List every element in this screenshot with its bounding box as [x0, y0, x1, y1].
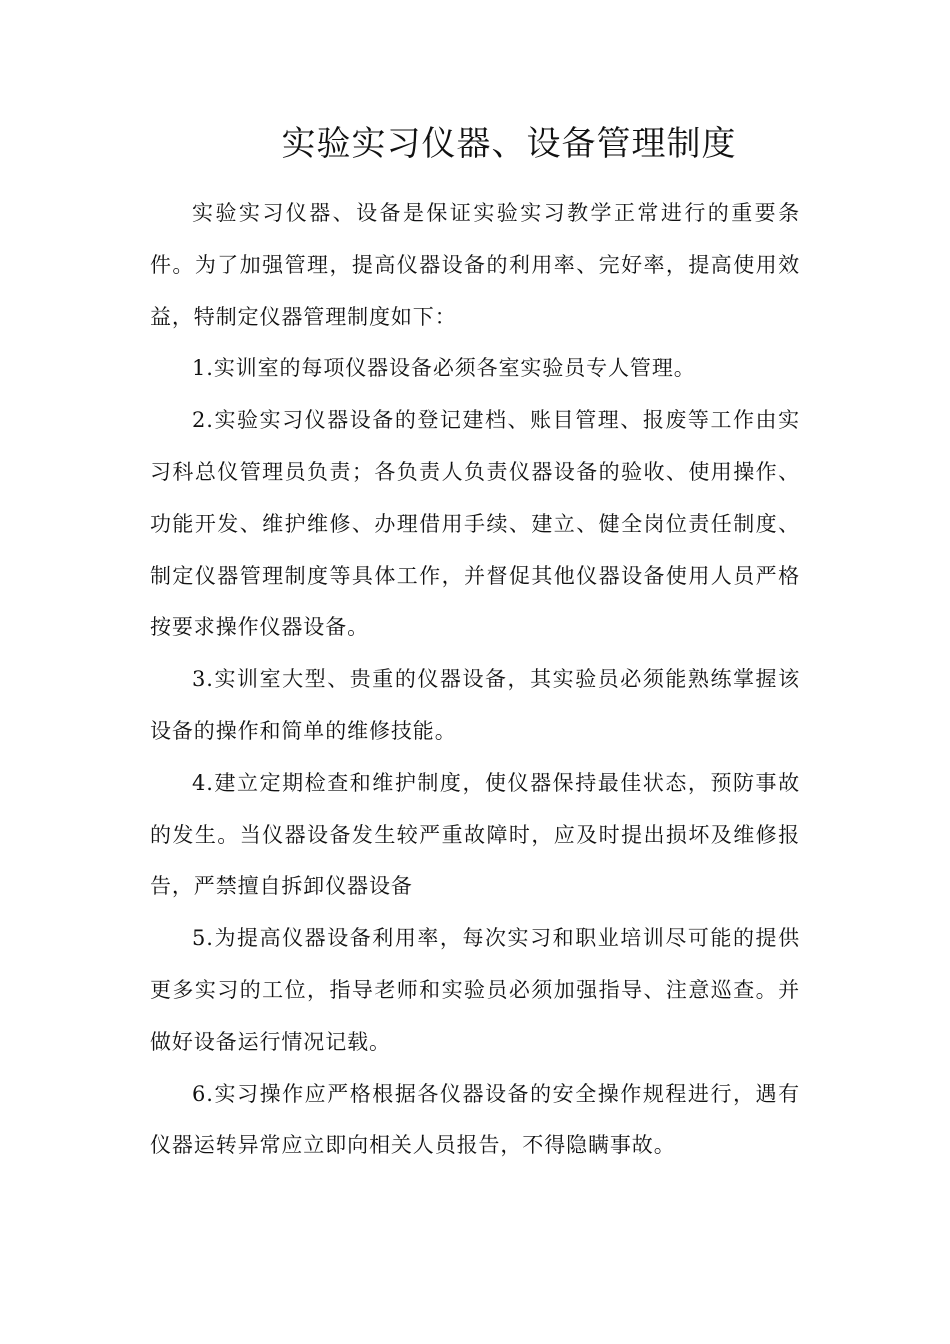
paragraph-rule-3: 3.实训室大型、贵重的仪器设备，其实验员必须能熟练掌握该设备的操作和简单的维修技能。: [150, 667, 800, 743]
paragraph-intro: 实验实习仪器、设备是保证实验实习教学正常进行的重要条件。为了加强管理，提高仪器设备的利用率、完好率，提高使用效益，特制定仪器管理制度如下：: [150, 201, 800, 329]
document-title: 实验实习仪器、设备管理制度: [281, 124, 737, 164]
paragraph-rule-5: 5.为提高仪器设备利用率，每次实习和职业培训尽可能的提供更多实习的工位，指导老师和实验员必须加强指导、注意巡查。并做好设备运行情况记载。: [150, 926, 800, 1054]
paragraph-rule-2: 2.实验实习仪器设备的登记建档、账目管理、报废等工作由实习科总仪管理员负责；各负责人负责仪器设备的验收、使用操作、功能开发、维护维修、办理借用手续、建立、健全岗位责任制度、制定仪器管理制度等具体工作，并督促其他仪器设备使用人员严格按要求操作仪器设备。: [150, 408, 800, 640]
paragraph-rule-1: 1.实训室的每项仪器设备必须各室实验员专人管理。: [192, 356, 696, 381]
paragraph-rule-6: 6.实习操作应严格根据各仪器设备的安全操作规程进行，遇有仪器运转异常应立即向相关人员报告，不得隐瞒事故。: [150, 1081, 800, 1158]
document-body: [150, 188, 800, 1172]
paragraph-rule-4: 4.建立定期检查和维护制度，使仪器保持最佳状态，预防事故的发生。当仪器设备发生较严重故障时，应及时提出损坏及维修报告，严禁擅自拆卸仪器设备: [150, 770, 800, 899]
